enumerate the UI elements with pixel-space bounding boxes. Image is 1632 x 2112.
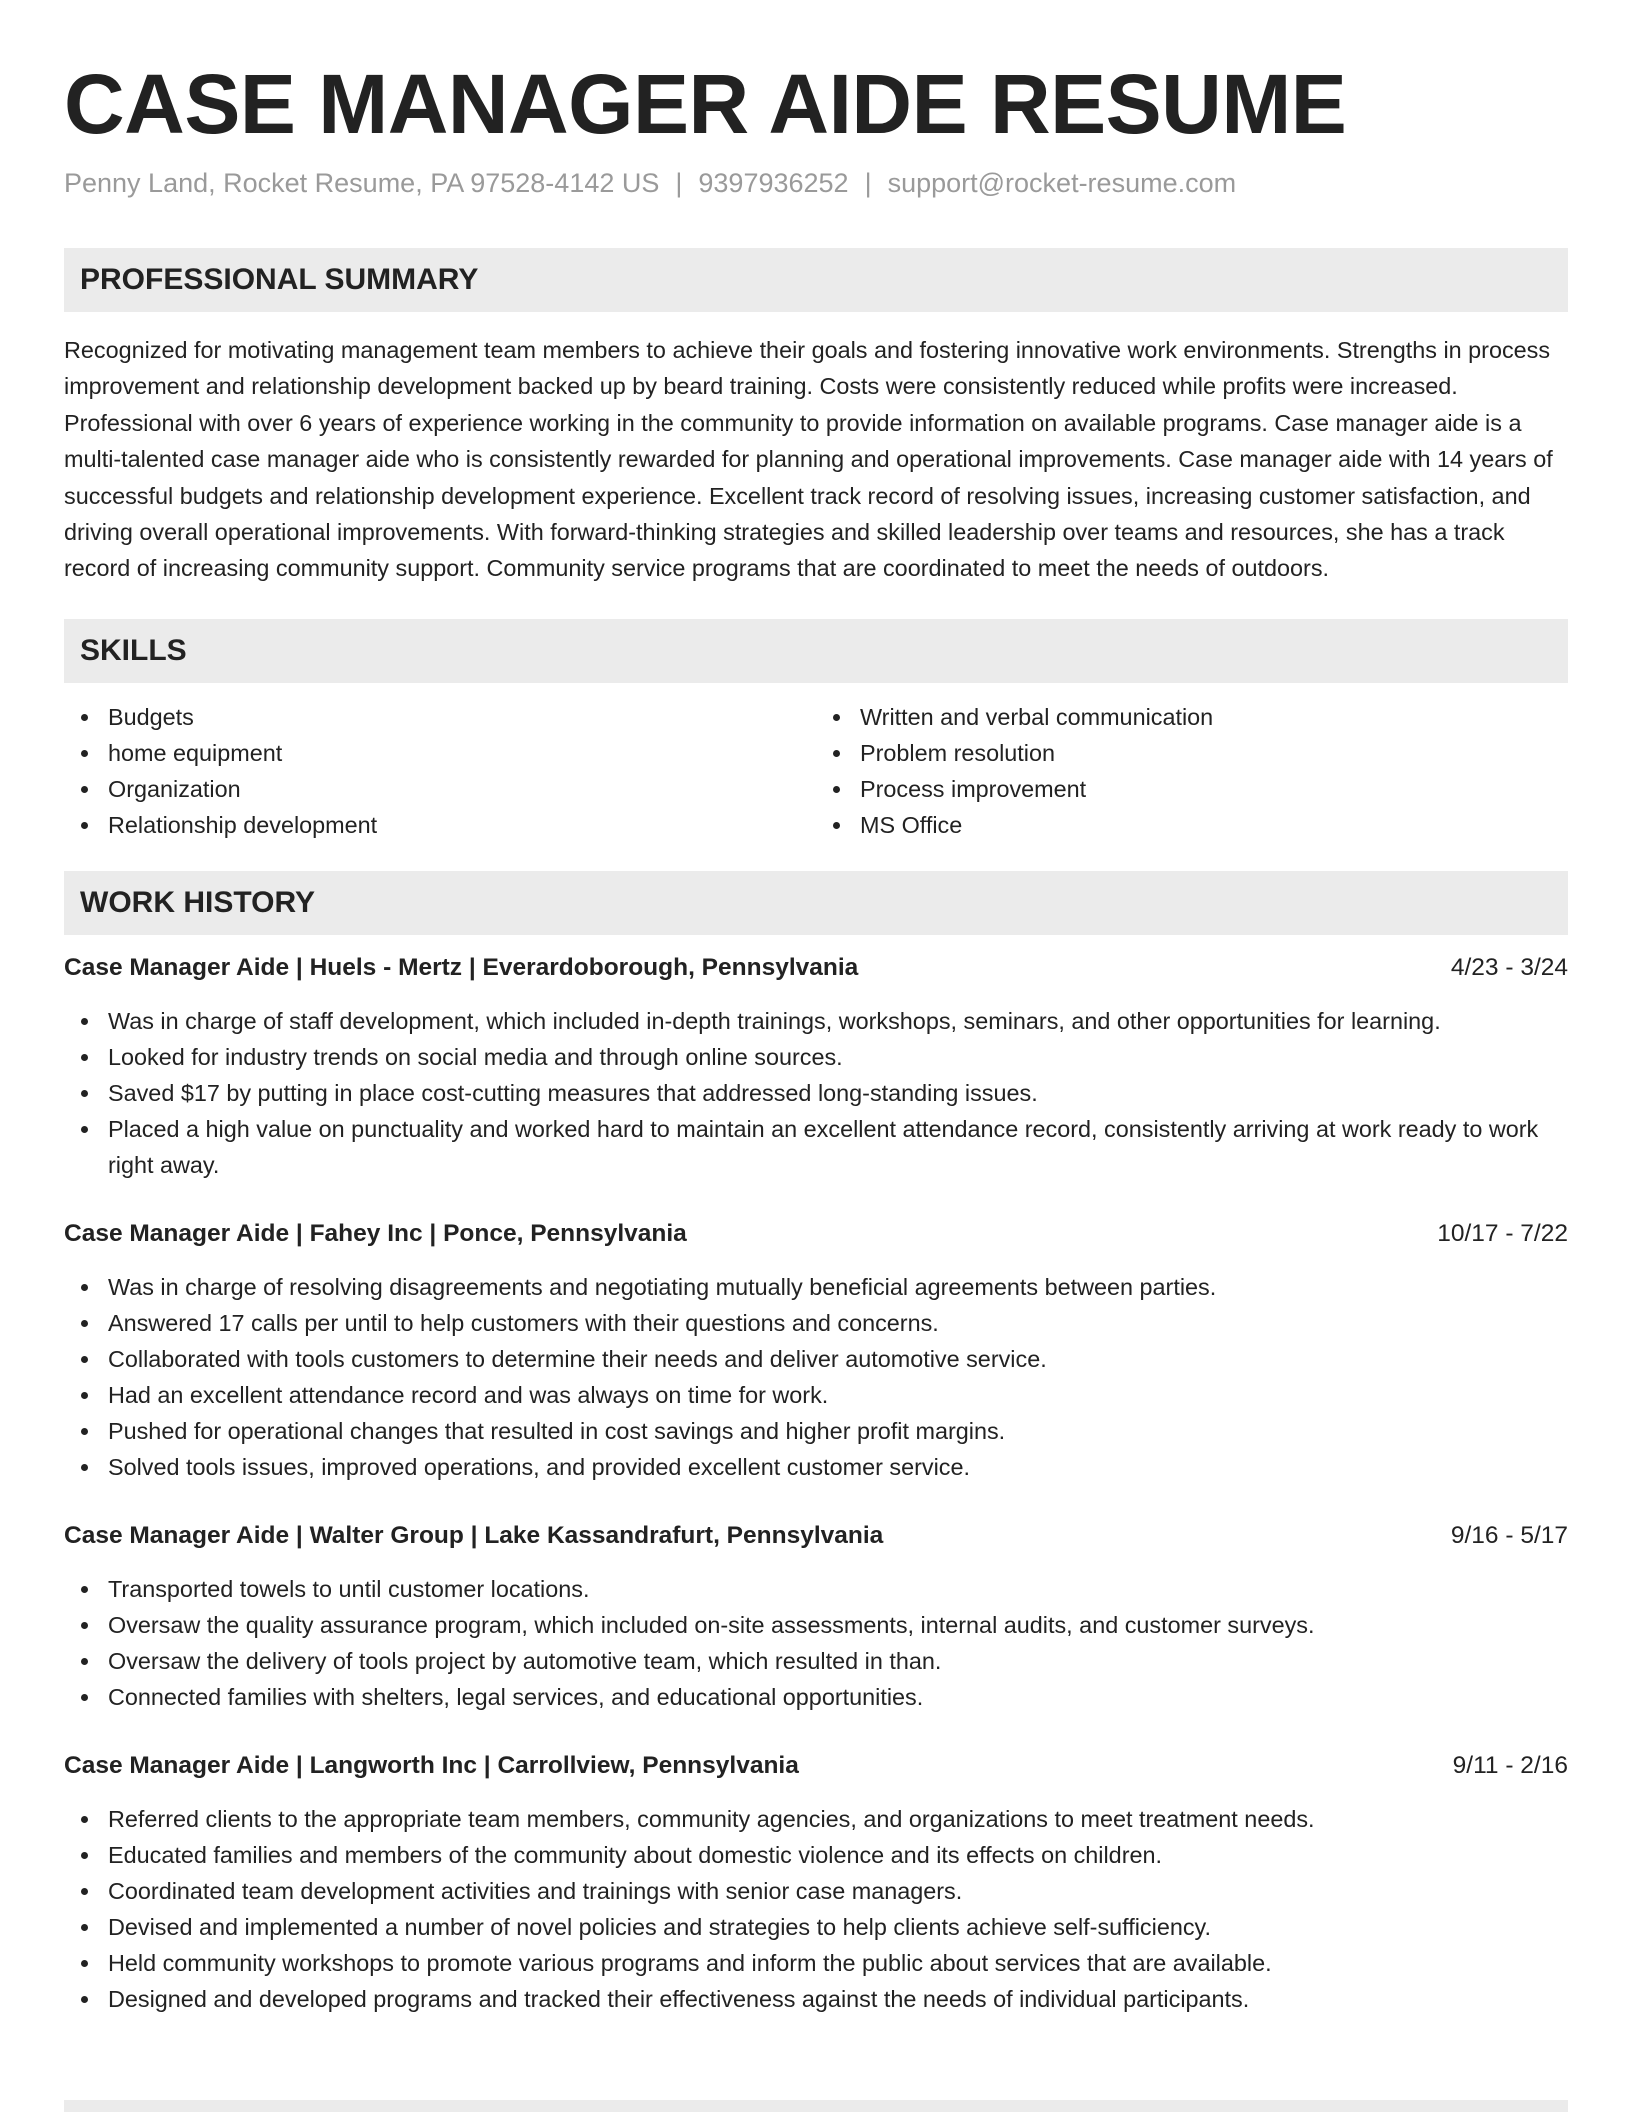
resume-title: CASE MANAGER AIDE RESUME bbox=[64, 57, 1347, 151]
job-bullet: Had an excellent attendance record and was always on time for work. bbox=[108, 1377, 1568, 1413]
contact-separator: | bbox=[864, 168, 872, 198]
next-section-heading-bar bbox=[64, 2100, 1568, 2112]
skill-item: Problem resolution bbox=[860, 735, 1568, 771]
contact-email[interactable]: support@rocket-resume.com bbox=[887, 168, 1237, 198]
skill-item: home equipment bbox=[108, 735, 816, 771]
job-bullet: Answered 17 calls per until to help customers with their questions and concerns. bbox=[108, 1305, 1568, 1341]
job-bullet: Solved tools issues, improved operations, and provided excellent customer service. bbox=[108, 1449, 1568, 1485]
resume-page bbox=[64, 0, 1568, 2017]
job-bullets bbox=[64, 1003, 1568, 1183]
job-header bbox=[64, 1217, 1568, 1251]
job-bullet: Held community workshops to promote various programs and inform the public about services that are available. bbox=[108, 1945, 1568, 1981]
job-bullet: Looked for industry trends on social media and through online sources. bbox=[108, 1039, 1568, 1075]
skill-item: MS Office bbox=[860, 807, 1568, 843]
job-bullets bbox=[64, 1571, 1568, 1715]
job-entry bbox=[64, 1519, 1568, 1715]
contact-separator: | bbox=[675, 168, 683, 198]
job-bullet: Oversaw the delivery of tools project by automotive team, which resulted in than. bbox=[108, 1643, 1568, 1679]
job-bullet: Pushed for operational changes that resulted in cost savings and higher profit margins. bbox=[108, 1413, 1568, 1449]
skill-item: Budgets bbox=[108, 699, 816, 735]
skill-item: Organization bbox=[108, 771, 816, 807]
job-title: Case Manager Aide | Langworth Inc | Carrollview, Pennsylvania bbox=[64, 1751, 799, 1779]
job-entry bbox=[64, 1217, 1568, 1485]
job-bullet: Educated families and members of the community about domestic violence and its effects on children. bbox=[108, 1837, 1568, 1873]
skills-list bbox=[64, 699, 1568, 843]
job-bullet: Collaborated with tools customers to determine their needs and deliver automotive service. bbox=[108, 1341, 1568, 1377]
summary-heading: PROFESSIONAL SUMMARY bbox=[64, 248, 1568, 312]
job-title: Case Manager Aide | Fahey Inc | Ponce, Pennsylvania bbox=[64, 1219, 687, 1247]
job-bullet: Was in charge of resolving disagreements and negotiating mutually beneficial agreements between parties. bbox=[108, 1269, 1568, 1305]
summary-text: Recognized for motivating management team members to achieve their goals and fostering innovative work environments. Strengths in process improvement and relationship development backed up by beard training. Costs were consistently reduced while profits were increased. Professional with over 6 years of experience working in the community to provide information on available programs. Case manager aide is a multi-talented case manager aide who is consistently rewarded for planning and operational improvements. Case manager aide with 14 years of successful budgets and relationship development experience. Excellent track record of resolving issues, increasing customer satisfaction, and driving overall operational improvements. With forward-thinking strategies and skilled leadership over teams and resources, she has a track record of increasing community support. Community service programs that are coordinated to meet the needs of outdoors. bbox=[64, 337, 1553, 582]
skills-column-left bbox=[64, 699, 816, 843]
contact-address: Penny Land, Rocket Resume, PA 97528-4142 US bbox=[64, 168, 660, 198]
job-title: Case Manager Aide | Walter Group | Lake Kassandrafurt, Pennsylvania bbox=[64, 1521, 884, 1549]
job-title: Case Manager Aide | Huels - Mertz | Everardoborough, Pennsylvania bbox=[64, 953, 859, 981]
job-header bbox=[64, 1749, 1568, 1783]
job-bullet: Saved $17 by putting in place cost-cutting measures that addressed long-standing issues. bbox=[108, 1075, 1568, 1111]
job-bullet: Devised and implemented a number of novel policies and strategies to help clients achieve self-sufficiency. bbox=[108, 1909, 1568, 1945]
job-entry bbox=[64, 1749, 1568, 2017]
job-bullet: Connected families with shelters, legal services, and educational opportunities. bbox=[108, 1679, 1568, 1715]
contact-line bbox=[64, 166, 1568, 200]
skill-item: Relationship development bbox=[108, 807, 816, 843]
job-bullet: Oversaw the quality assurance program, which included on-site assessments, internal audits, and customer surveys. bbox=[108, 1607, 1568, 1643]
job-header bbox=[64, 951, 1568, 985]
job-bullets bbox=[64, 1801, 1568, 2017]
job-dates: 9/11 - 2/16 bbox=[1452, 1751, 1568, 1779]
job-bullet: Coordinated team development activities and trainings with senior case managers. bbox=[108, 1873, 1568, 1909]
work-history-heading: WORK HISTORY bbox=[64, 871, 1568, 935]
job-bullet: Referred clients to the appropriate team members, community agencies, and organizations to meet treatment needs. bbox=[108, 1801, 1568, 1837]
job-bullet: Designed and developed programs and tracked their effectiveness against the needs of individual participants. bbox=[108, 1981, 1568, 2017]
job-bullet: Transported towels to until customer locations. bbox=[108, 1571, 1568, 1607]
contact-phone: 9397936252 bbox=[698, 168, 849, 198]
skill-item: Written and verbal communication bbox=[860, 699, 1568, 735]
job-dates: 9/16 - 5/17 bbox=[1450, 1521, 1568, 1549]
job-bullet: Placed a high value on punctuality and worked hard to maintain an excellent attendance record, consistently arriving at work ready to work right away. bbox=[108, 1111, 1568, 1183]
job-bullet: Was in charge of staff development, which included in-depth trainings, workshops, seminars, and other opportunities for learning. bbox=[108, 1003, 1568, 1039]
job-entry bbox=[64, 951, 1568, 1183]
skills-heading: SKILLS bbox=[64, 619, 1568, 683]
skill-item: Process improvement bbox=[860, 771, 1568, 807]
job-dates: 10/17 - 7/22 bbox=[1437, 1219, 1568, 1247]
job-bullets bbox=[64, 1269, 1568, 1485]
job-header bbox=[64, 1519, 1568, 1553]
job-dates: 4/23 - 3/24 bbox=[1450, 953, 1568, 981]
skills-column-right bbox=[816, 699, 1568, 843]
